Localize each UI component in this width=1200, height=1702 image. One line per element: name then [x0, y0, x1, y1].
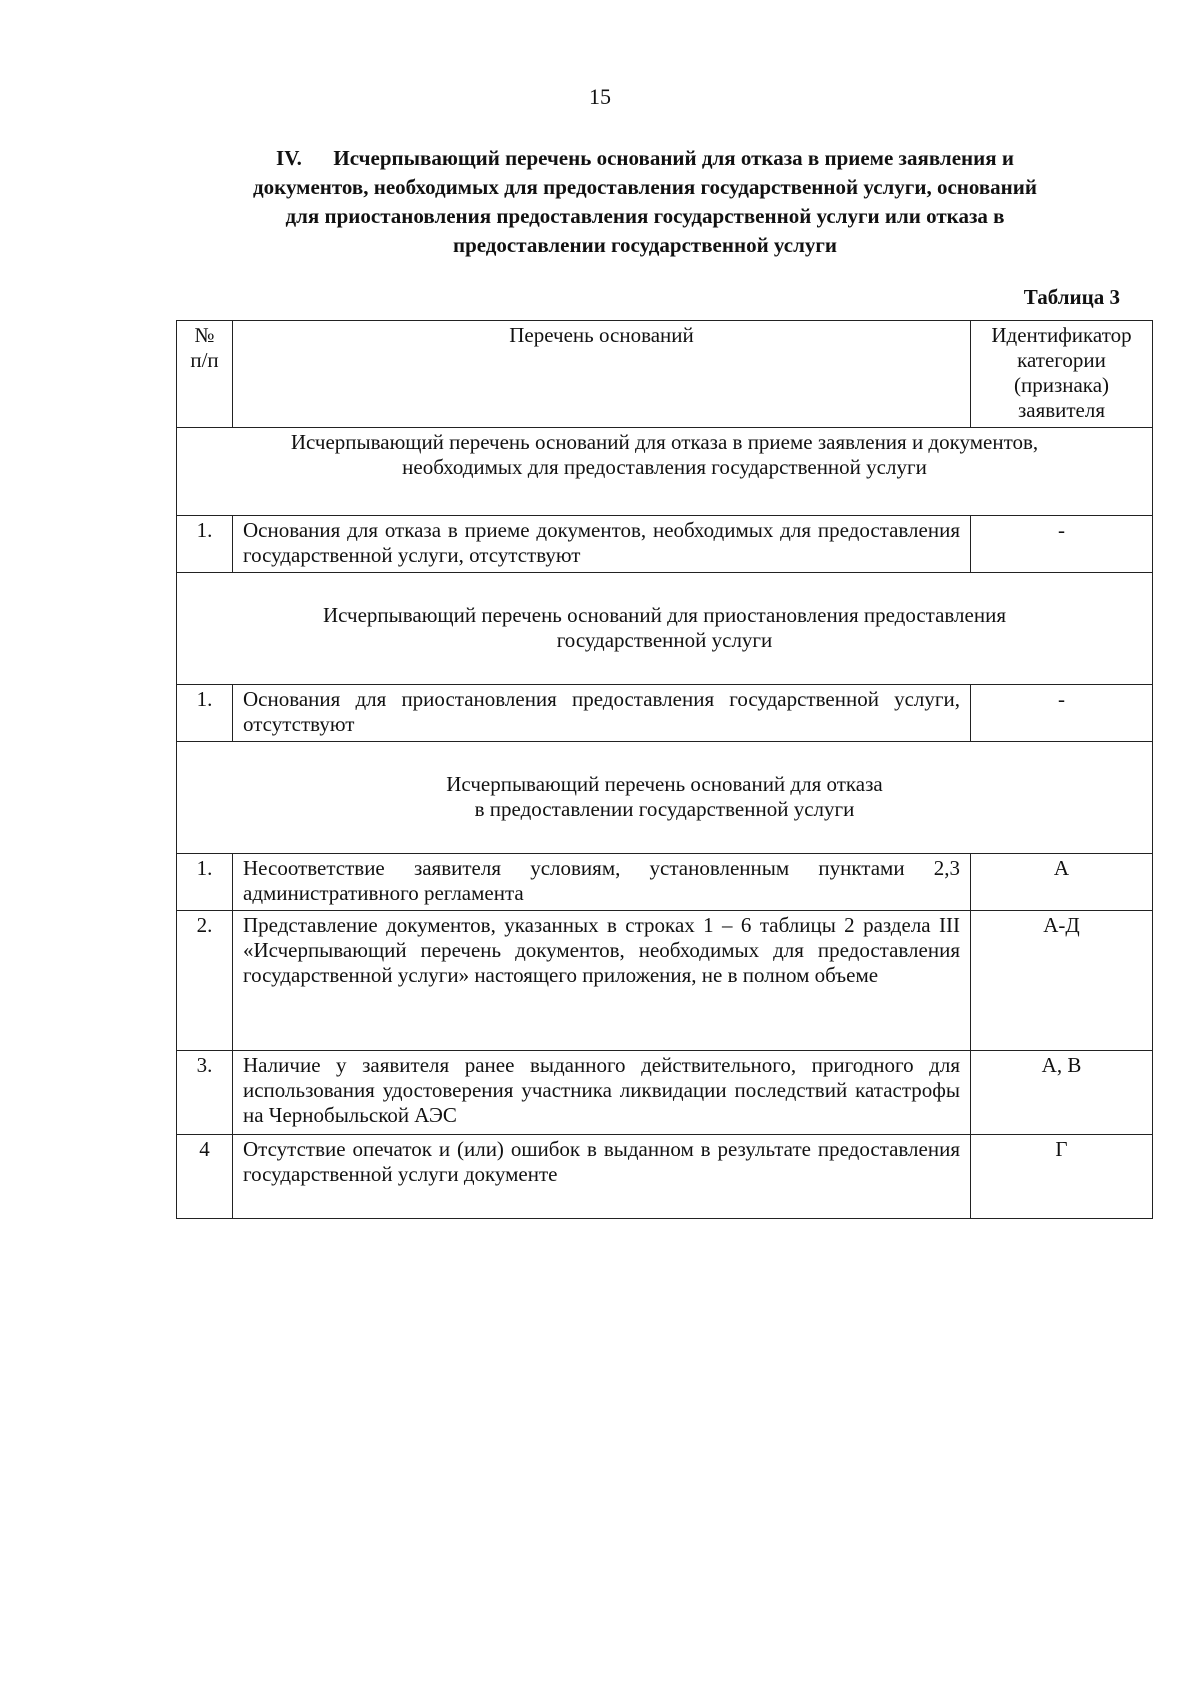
group-title-line: необходимых для предоставления государственной услуги [402, 455, 927, 479]
header-number [177, 321, 233, 428]
group-title-line: Исчерпывающий перечень оснований для отказа [446, 771, 883, 796]
section-heading-line: для приостановления предоставления государственной услуги или отказа в [285, 204, 1005, 228]
section-heading-line: предоставлении государственной услуги [452, 233, 838, 257]
group-title [177, 742, 1153, 854]
header-grounds: Перечень оснований [233, 321, 971, 428]
row-text: Отсутствие опечаток и (или) ошибок в выданном в результате предоставления государственной услуги документе [233, 1135, 971, 1219]
table-row [177, 854, 1153, 911]
header-number-line: п/п [190, 348, 219, 372]
group-title-line: в предоставлении государственной услуги [474, 796, 855, 821]
group-title-line: Исчерпывающий перечень оснований для приостановления предоставления [322, 602, 1006, 627]
row-identifier: А [971, 854, 1153, 911]
group-title [177, 573, 1153, 685]
table-row [177, 685, 1153, 742]
row-number: 3. [177, 1051, 233, 1135]
table-row [177, 1135, 1153, 1219]
table-label: Таблица 3 [1023, 285, 1120, 309]
row-identifier: - [971, 685, 1153, 742]
row-identifier: А, В [971, 1051, 1153, 1135]
grounds-table [176, 320, 1153, 1219]
header-identifier: Идентификатор категории (признака) заявителя [971, 321, 1153, 428]
header-number-line: № [194, 323, 215, 347]
group-title-row [177, 573, 1153, 685]
section-heading [180, 144, 1110, 260]
row-text: Представление документов, указанных в строках 1 – 6 таблицы 2 раздела III «Исчерпывающий перечень документов, необходимых для предоставления государственной услуги» настоящего приложения, не в полном объеме [233, 911, 971, 1051]
row-text: Основания для отказа в приеме документов, необходимых для предоставления государственной услуги, отсутствуют [233, 516, 971, 573]
row-text: Несоответствие заявителя условиям, установленным пунктами 2,3 административного регламента [233, 854, 971, 911]
table-header-row [177, 321, 1153, 428]
group-title-line: Исчерпывающий перечень оснований для отказа в приеме заявления и документов, [290, 430, 1039, 454]
group-title-line: государственной услуги [556, 627, 773, 652]
row-number: 1. [177, 685, 233, 742]
row-identifier: Г [971, 1135, 1153, 1219]
row-number: 1. [177, 516, 233, 573]
group-title [177, 428, 1153, 516]
row-identifier: - [971, 516, 1153, 573]
group-title-row [177, 428, 1153, 516]
group-title-row [177, 742, 1153, 854]
table-row [177, 1051, 1153, 1135]
row-identifier: А-Д [971, 911, 1153, 1051]
table-row [177, 516, 1153, 573]
section-heading-line: IV. Исчерпывающий перечень оснований для отказа в приеме заявления и [276, 146, 1014, 170]
row-text: Основания для приостановления предоставления государственной услуги, отсутствуют [233, 685, 971, 742]
row-number: 4 [177, 1135, 233, 1219]
row-number: 2. [177, 911, 233, 1051]
page-number: 15 [589, 84, 611, 109]
row-text: Наличие у заявителя ранее выданного действительного, пригодного для использования удостоверения участника ликвидации последствий катастрофы на Чернобыльской АЭС [233, 1051, 971, 1135]
table-row [177, 911, 1153, 1051]
row-number: 1. [177, 854, 233, 911]
section-heading-line: документов, необходимых для предоставления государственной услуги, оснований [253, 175, 1037, 199]
